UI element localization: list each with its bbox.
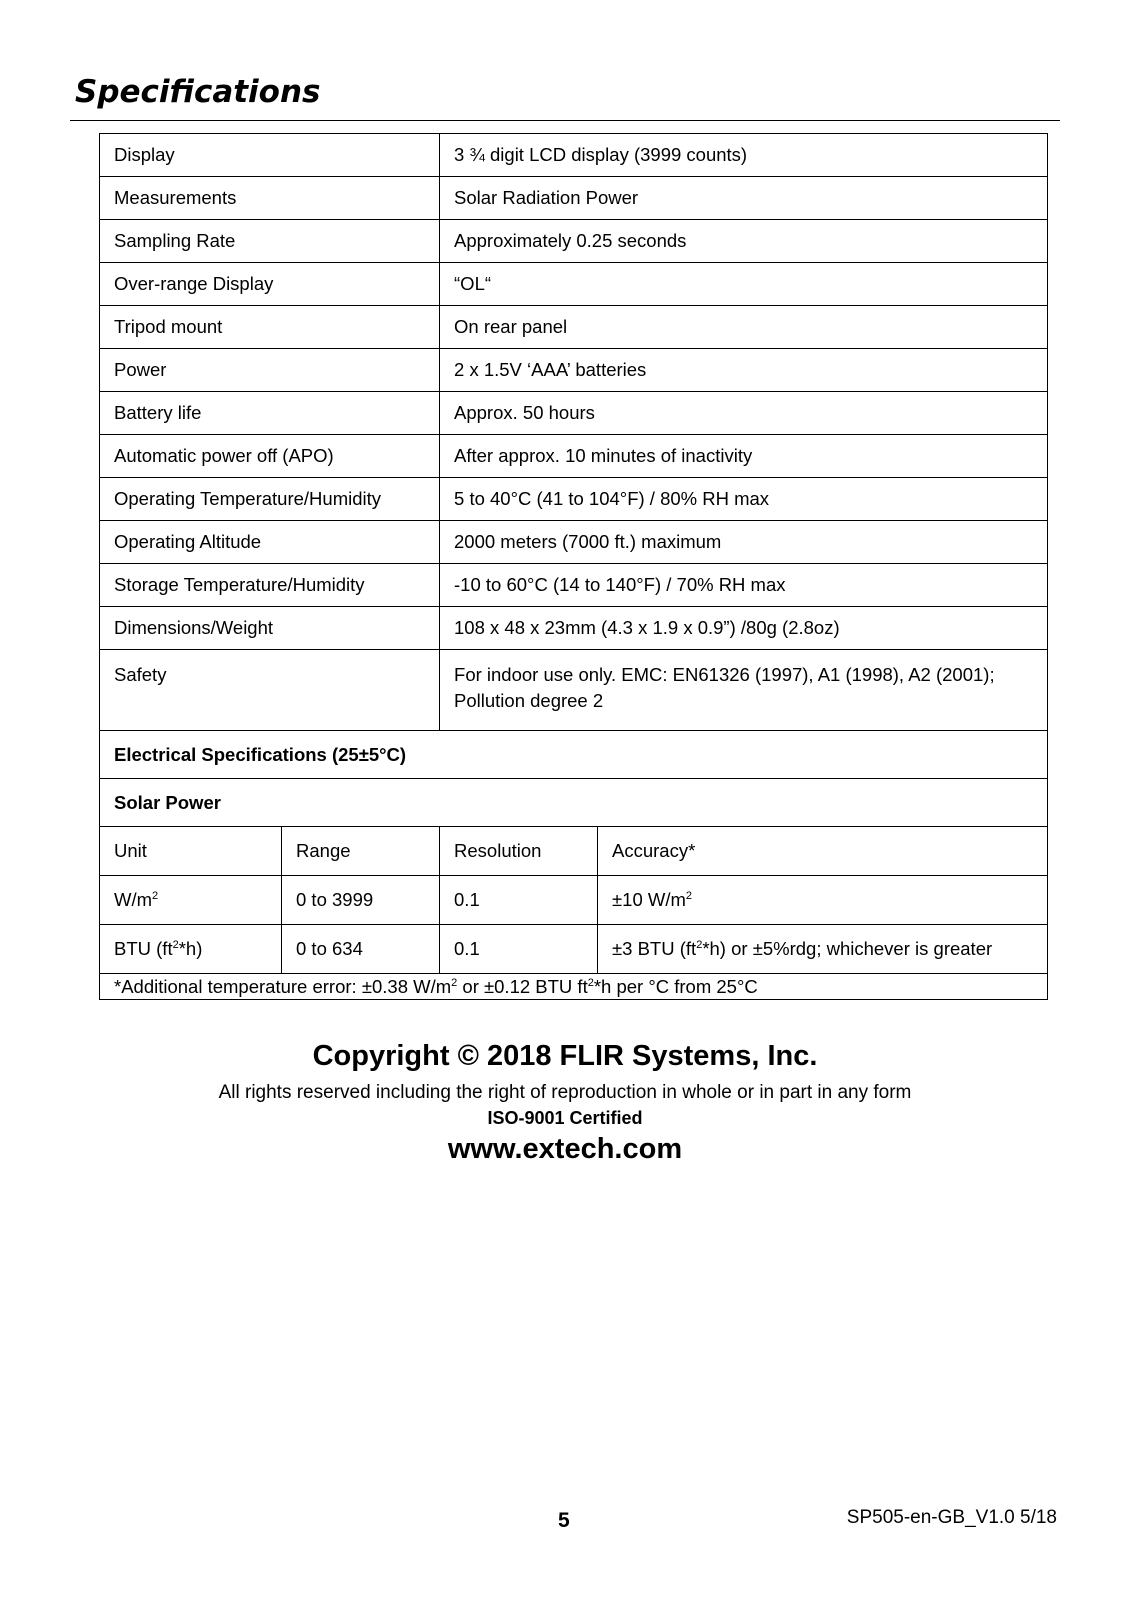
spec-row	[100, 607, 1048, 650]
spec-value: 2 x 1.5V ‘AAA’ batteries	[440, 349, 1048, 392]
spec-row	[100, 177, 1048, 220]
spec-value: 3 ¾ digit LCD display (3999 counts)	[440, 134, 1048, 177]
table-row	[100, 876, 1048, 925]
spec-label: Safety	[100, 650, 440, 731]
spec-label: Power	[100, 349, 440, 392]
rights-statement: All rights reserved including the right of reproduction in whole or in part in any form	[218, 1082, 912, 1103]
title-underline	[70, 120, 1060, 121]
electrical-heading: Electrical Specifications (25±5°C)	[100, 731, 1048, 779]
resolution-cell: 0.1	[440, 925, 598, 974]
accuracy-cell: ±10 $W/m^2$	[598, 876, 1048, 925]
spec-row	[100, 263, 1048, 306]
unit-cell: BTU $(ft^2*h)$	[100, 925, 282, 974]
safety-line-2: Pollution degree 2	[454, 690, 604, 711]
spec-value: 108 x 48 x 23mm (4.3 x 1.9 x 0.9”) /80g (2.8oz)	[440, 607, 1048, 650]
column-header: Unit	[100, 827, 282, 876]
solar-power-heading: Solar Power	[100, 779, 1048, 827]
spec-label: Automatic power off (APO)	[100, 435, 440, 478]
copyright-notice: Copyright © 2018 FLIR Systems, Inc.	[312, 1040, 818, 1072]
column-header: Accuracy*	[598, 827, 1048, 876]
spec-label: Display	[100, 134, 440, 177]
spec-label: Battery life	[100, 392, 440, 435]
electrical-heading-row	[100, 731, 1048, 779]
table-row	[100, 925, 1048, 974]
spec-row	[100, 564, 1048, 607]
resolution-cell: 0.1	[440, 876, 598, 925]
spec-value: Approx. 50 hours	[440, 392, 1048, 435]
spec-value	[440, 650, 1048, 731]
spec-value: 5 to 40°C (41 to 104°F) / 80% RH max	[440, 478, 1048, 521]
spec-row	[100, 435, 1048, 478]
range-cell: 0 to 3999	[282, 876, 440, 925]
spec-row	[100, 650, 1048, 731]
spec-label: Sampling Rate	[100, 220, 440, 263]
spec-label: Storage Temperature/Humidity	[100, 564, 440, 607]
spec-row	[100, 521, 1048, 564]
accuracy-cell: ±3 BTU $(ft^2*h)$ or ±5%rdg; whichever is greater	[598, 925, 1048, 974]
spec-row	[100, 220, 1048, 263]
spec-value: Solar Radiation Power	[440, 177, 1048, 220]
range-cell: 0 to 634	[282, 925, 440, 974]
spec-label: Tripod mount	[100, 306, 440, 349]
spec-label: Operating Temperature/Humidity	[100, 478, 440, 521]
spec-row	[100, 306, 1048, 349]
spec-value: Approximately 0.25 seconds	[440, 220, 1048, 263]
spec-value: -10 to 60°C (14 to 140°F) / 70% RH max	[440, 564, 1048, 607]
spec-label: Operating Altitude	[100, 521, 440, 564]
spec-label: Measurements	[100, 177, 440, 220]
spec-row	[100, 134, 1048, 177]
iso-certification: ISO-9001 Certified	[487, 1108, 643, 1128]
column-header: Resolution	[440, 827, 598, 876]
safety-line-1: For indoor use only. EMC: EN61326 (1997), A1 (1998), A2 (2001);	[454, 664, 995, 685]
column-header-row	[100, 827, 1048, 876]
footnote-row	[100, 974, 1048, 1000]
spec-label: Dimensions/Weight	[100, 607, 440, 650]
spec-row	[100, 392, 1048, 435]
footnote: *Additional temperature error: ±0.38 $W/m^2$ or ±0.12 BTU $ft^2*h$ per °C from 25°C	[100, 974, 1048, 1000]
spec-value: 2000 meters (7000 ft.) maximum	[440, 521, 1048, 564]
spec-value: “OL“	[440, 263, 1048, 306]
unit-cell: $W/m^2$	[100, 876, 282, 925]
specifications-table	[99, 133, 1048, 1000]
spec-value: After approx. 10 minutes of inactivity	[440, 435, 1048, 478]
page-title: Specifications	[75, 74, 321, 110]
spec-row	[100, 349, 1048, 392]
column-header: Range	[282, 827, 440, 876]
page-number: 5	[558, 1509, 570, 1532]
spec-label: Over-range Display	[100, 263, 440, 306]
document-id: SP505-en-GB_V1.0 5/18	[846, 1507, 1057, 1528]
website-url: www.extech.com	[447, 1133, 683, 1165]
solar-power-row	[100, 779, 1048, 827]
spec-value: On rear panel	[440, 306, 1048, 349]
spec-row	[100, 478, 1048, 521]
